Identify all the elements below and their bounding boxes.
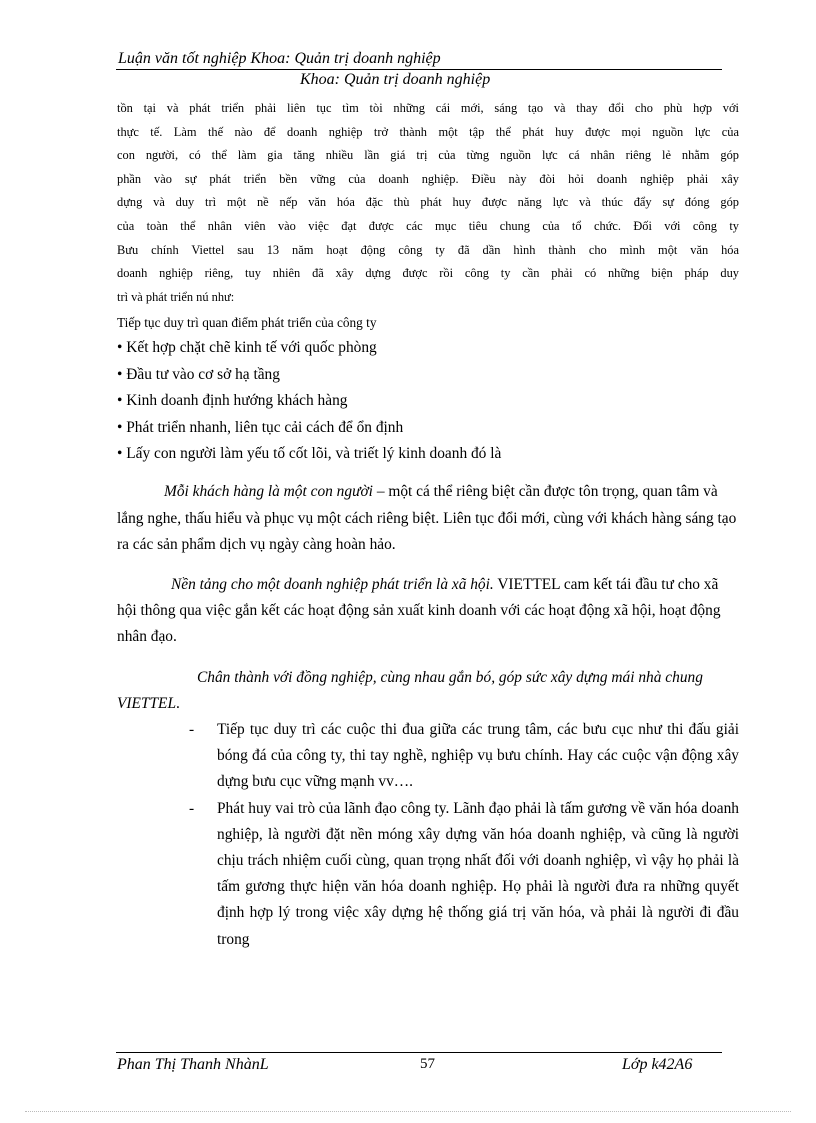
document-body: [117, 97, 739, 953]
intro-line: Bưu chính Viettel sau 13 năm hoạt động công ty đã dần hình thành cho mình một văn hóa: [117, 242, 739, 257]
intro-line: thực tế. Làm thế nào để doanh nghiệp trở thành một tập thể phát huy được mọi nguồn lực của: [117, 124, 739, 139]
page-number: 57: [420, 1056, 435, 1072]
header-line-2: Khoa: Quản trị doanh nghiệp: [300, 71, 491, 88]
header-line-1: Luận văn tốt nghiệp Khoa: Quản trị doanh nghiệp: [118, 50, 441, 67]
bullet-item: • Phát triển nhanh, liên tục cải cách để ổn định: [117, 418, 404, 436]
intro-line: tồn tại và phát triển phải liên tục tìm tòi những cái mới, sáng tạo và thay đổi cho phù hợp với: [117, 101, 739, 115]
bullet-icon: •: [117, 444, 123, 462]
bullet-item: • Lấy con người làm yếu tố cốt lõi, và triết lý kinh doanh đó là: [117, 444, 502, 462]
intro-line: doanh nghiệp riêng, tuy nhiên đã xây dựng được rồi công ty cần phải có những biện pháp duy: [117, 266, 739, 281]
bullet-icon: •: [117, 339, 123, 357]
bullet-item: • Kinh doanh định hướng khách hàng: [117, 392, 348, 410]
header-rule: [116, 69, 722, 70]
intro-line: trì và phát triển nú như:: [117, 289, 235, 304]
bullet-icon: •: [117, 365, 123, 383]
footer-author: Phan Thị Thanh NhànL: [117, 1056, 269, 1073]
dash-icon: -: [189, 721, 195, 738]
paragraph-colleagues: Chân thành với đồng nghiệp, cùng nhau gắn bó, góp sức xây dựng mái nhà chung VIETTEL.: [117, 668, 703, 712]
intro-line: con người, có thể làm gia tăng nhiều lần giá trị của từng nguồn lực cá nhân riêng lẻ nhằm góp: [117, 148, 739, 163]
dash-icon: -: [189, 799, 195, 817]
bullet-list: [117, 335, 739, 467]
paragraph-society: Nền tảng cho một doanh nghiệp phát triển là xã hội. VIETTEL cam kết tái đầu tư cho xã hội thông qua việc gắn kết các hoạt động sản xuất kinh doanh với các hoạt động xã hội, hoạt động nhân đạo.: [117, 575, 721, 646]
footer-rule: [116, 1052, 722, 1053]
bullet-item: • Đầu tư vào cơ sở hạ tầng: [117, 365, 280, 383]
intro-line: của toàn thể nhân viên vào việc đạt được các mục tiêu chung của tổ chức. Đối với công ty: [117, 218, 739, 233]
dash-list-item: - Tiếp tục duy trì các cuộc thi đua giữa các trung tâm, các bưu cục như thi đấu giải bóng đá của công ty, thi tay nghề, nghiệp vụ bưu chính. Hay các cuộc vận động xây dựng bưu cục vững mạnh vv….: [117, 717, 739, 796]
main-paragraphs: [117, 479, 739, 952]
intro-line: dựng và duy trì một nề nếp văn hóa đặc thù phát huy được năng lực và thúc đẩy sự đóng góp: [117, 195, 739, 210]
intro-paragraph: [117, 97, 739, 309]
dash-list-item: - Phát huy vai trò của lãnh đạo công ty. Lãnh đạo phải là tấm gương về văn hóa doanh nghiệp, là người đặt nền móng xây dựng văn hóa doanh nghiệp, và cũng là người chịu trách nhiệm cuối cùng, quan trọng nhất đối với doanh nghiệp, vì vậy họ phải là tấm gương thực hiện văn hóa doanh nghiệp. Họ phải là người đưa ra những quyết định hợp lý trong việc xây dựng hệ thống giá trị văn hóa, và phải là người đi đầu trong: [117, 796, 739, 953]
footer-class: Lớp k42A6: [622, 1056, 693, 1073]
paragraph-customer: Mỗi khách hàng là một con người – một cá thể riêng biệt cần được tôn trọng, quan tâm và lắng nghe, thấu hiểu và phục vụ một cách riêng biệt. Liên tục đổi mới, cùng với khách hàng sáng tạo ra các sản phẩm dịch vụ ngày càng hoàn hảo.: [117, 483, 737, 553]
continue-line: Tiếp tục duy trì quan điểm phát triển của công ty: [117, 315, 377, 331]
bullet-item: • Kết hợp chặt chẽ kinh tế với quốc phòng: [117, 339, 377, 357]
page-edge-divider: [25, 1111, 791, 1112]
bullet-icon: •: [117, 418, 123, 436]
intro-line: phần vào sự phát triển bền vững của doanh nghiệp. Điều này đòi hỏi doanh nghiệp phải xây: [117, 171, 739, 186]
bullet-icon: •: [117, 392, 123, 410]
